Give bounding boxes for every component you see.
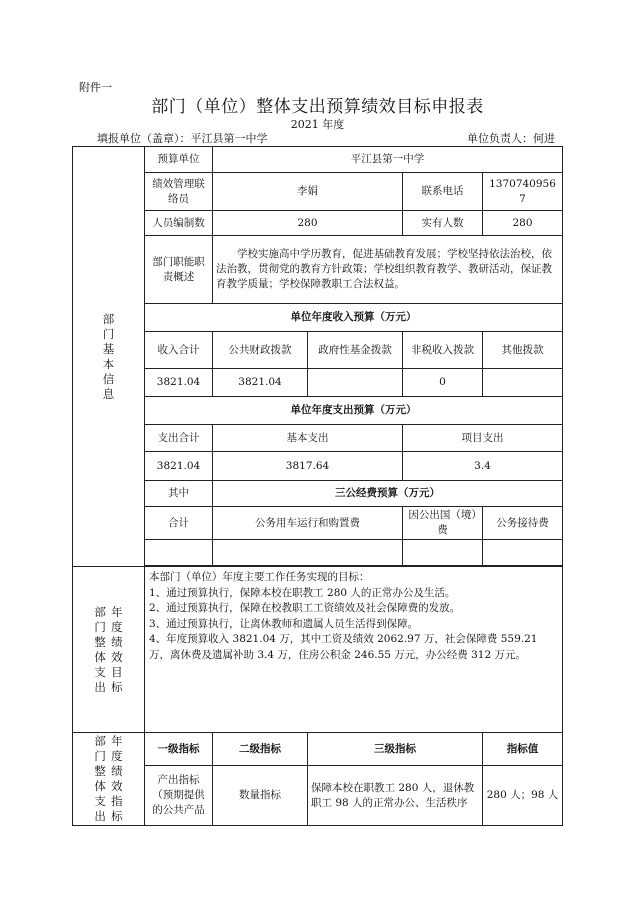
staff-value: 280 [213, 211, 403, 236]
ind-col-level2: 二级指标 [213, 733, 308, 766]
page-title: 部门（单位）整体支出预算绩效目标申报表 [151, 97, 484, 117]
income-col-public: 公共财政拨款 [213, 332, 308, 369]
three-col-abroad: 因公出国（境）费 [403, 507, 483, 540]
annual-goals [145, 567, 563, 733]
goals-section-label: 部门整体支出 年度绩效目标 [73, 567, 145, 733]
income-value-nontax: 0 [403, 369, 483, 397]
three-col-car: 公务用车运行和购置费 [213, 507, 403, 540]
indicators-section-label: 部门整体支出 年度绩效指标 [73, 733, 145, 826]
three-value-car [213, 540, 403, 566]
ind-level2: 数量指标 [213, 766, 308, 826]
unit-value: 平江县第一中学 [213, 147, 563, 173]
budget-form-table [72, 146, 563, 826]
ind-value: 280 人；98 人 [483, 766, 563, 826]
actual-value: 280 [483, 211, 563, 236]
expense-value-total: 3821.04 [145, 452, 213, 481]
duty-label: 部门职能职责概述 [145, 236, 213, 304]
income-col-other: 其他拨款 [483, 332, 563, 369]
ind-col-value: 指标值 [483, 733, 563, 766]
three-value-total [145, 540, 213, 566]
ind-level3: 保障本校在职教工 280 人，退休教职工 98 人的正常办公、生活秩序 [308, 766, 483, 826]
three-col-reception: 公务接待费 [483, 507, 563, 540]
three-public-header: 三公经费预算（万元） [213, 481, 563, 507]
ind-level1: 产出指标（预期提供的公共产品 [145, 766, 213, 826]
contact-label: 绩效管理联络员 [145, 173, 213, 211]
filler-unit: 填报单位（盖章）：平江县第一中学 [97, 132, 268, 145]
income-col-nontax: 非税收入拨款 [403, 332, 483, 369]
ind-col-level3: 三级指标 [308, 733, 483, 766]
unit-label: 预算单位 [145, 147, 213, 173]
income-value-other [483, 369, 563, 397]
goals-line: 1、通过预算执行，保障本校在职教工 280 人的正常办公及生活。 [149, 586, 456, 599]
expense-value-project: 3.4 [403, 452, 563, 481]
three-col-total: 合计 [145, 507, 213, 540]
three-value-abroad [403, 540, 483, 566]
income-value-public: 3821.04 [213, 369, 308, 397]
contact-value: 李娟 [213, 173, 403, 211]
phone-label: 联系电话 [403, 173, 483, 211]
income-value-fund [308, 369, 403, 397]
among-label: 其中 [145, 481, 213, 507]
section-basic-info: 部门基本信息 [73, 147, 145, 567]
expense-header: 单位年度支出预算（万元） [145, 397, 563, 425]
actual-label: 实有人数 [403, 211, 483, 236]
staff-label: 人员编制数 [145, 211, 213, 236]
expense-col-total: 支出合计 [145, 425, 213, 452]
goals-line: 2、通过预算执行，保障在校教职工工资绩效及社会保障费的发放。 [149, 602, 461, 614]
goals-line: 本部门（单位）年度主要工作任务实现的目标： [149, 571, 370, 583]
ind-col-level1: 一级指标 [145, 733, 213, 766]
goals-line: 3、通过预算执行，让离休教师和遗属人员生活得到保障。 [149, 617, 419, 630]
attachment-label: 附件一 [79, 81, 112, 94]
unit-responsible: 单位负责人：何进 [467, 132, 555, 145]
duty-value: 学校实施高中学历教育，促进基础教育发展；学校坚持依法治校，依法治教，贯彻党的教育方针政策；学校组织教育教学、教研活动，保证教育教学质量；学校保障教职工合法权益。 [213, 236, 563, 304]
income-value-total: 3821.04 [145, 369, 213, 397]
expense-col-basic: 基本支出 [213, 425, 403, 452]
income-header: 单位年度收入预算（万元） [145, 304, 563, 332]
goals-line: 4、年度预算收入 3821.04 万，其中工资及绩效 2062.97 万，社会保障费 559.21 万，离休费及遗属补助 3.4 万，住房公积金 246.55 万元，办公经费 312 万元。 [149, 633, 538, 661]
three-value-reception [483, 540, 563, 566]
income-col-fund: 政府性基金拨款 [308, 332, 403, 369]
year-label: 2021 年度 [290, 118, 345, 131]
expense-value-basic: 3817.64 [213, 452, 403, 481]
phone-value: 13707409567 [483, 173, 563, 211]
income-col-total: 收入合计 [145, 332, 213, 369]
expense-col-project: 项目支出 [403, 425, 563, 452]
